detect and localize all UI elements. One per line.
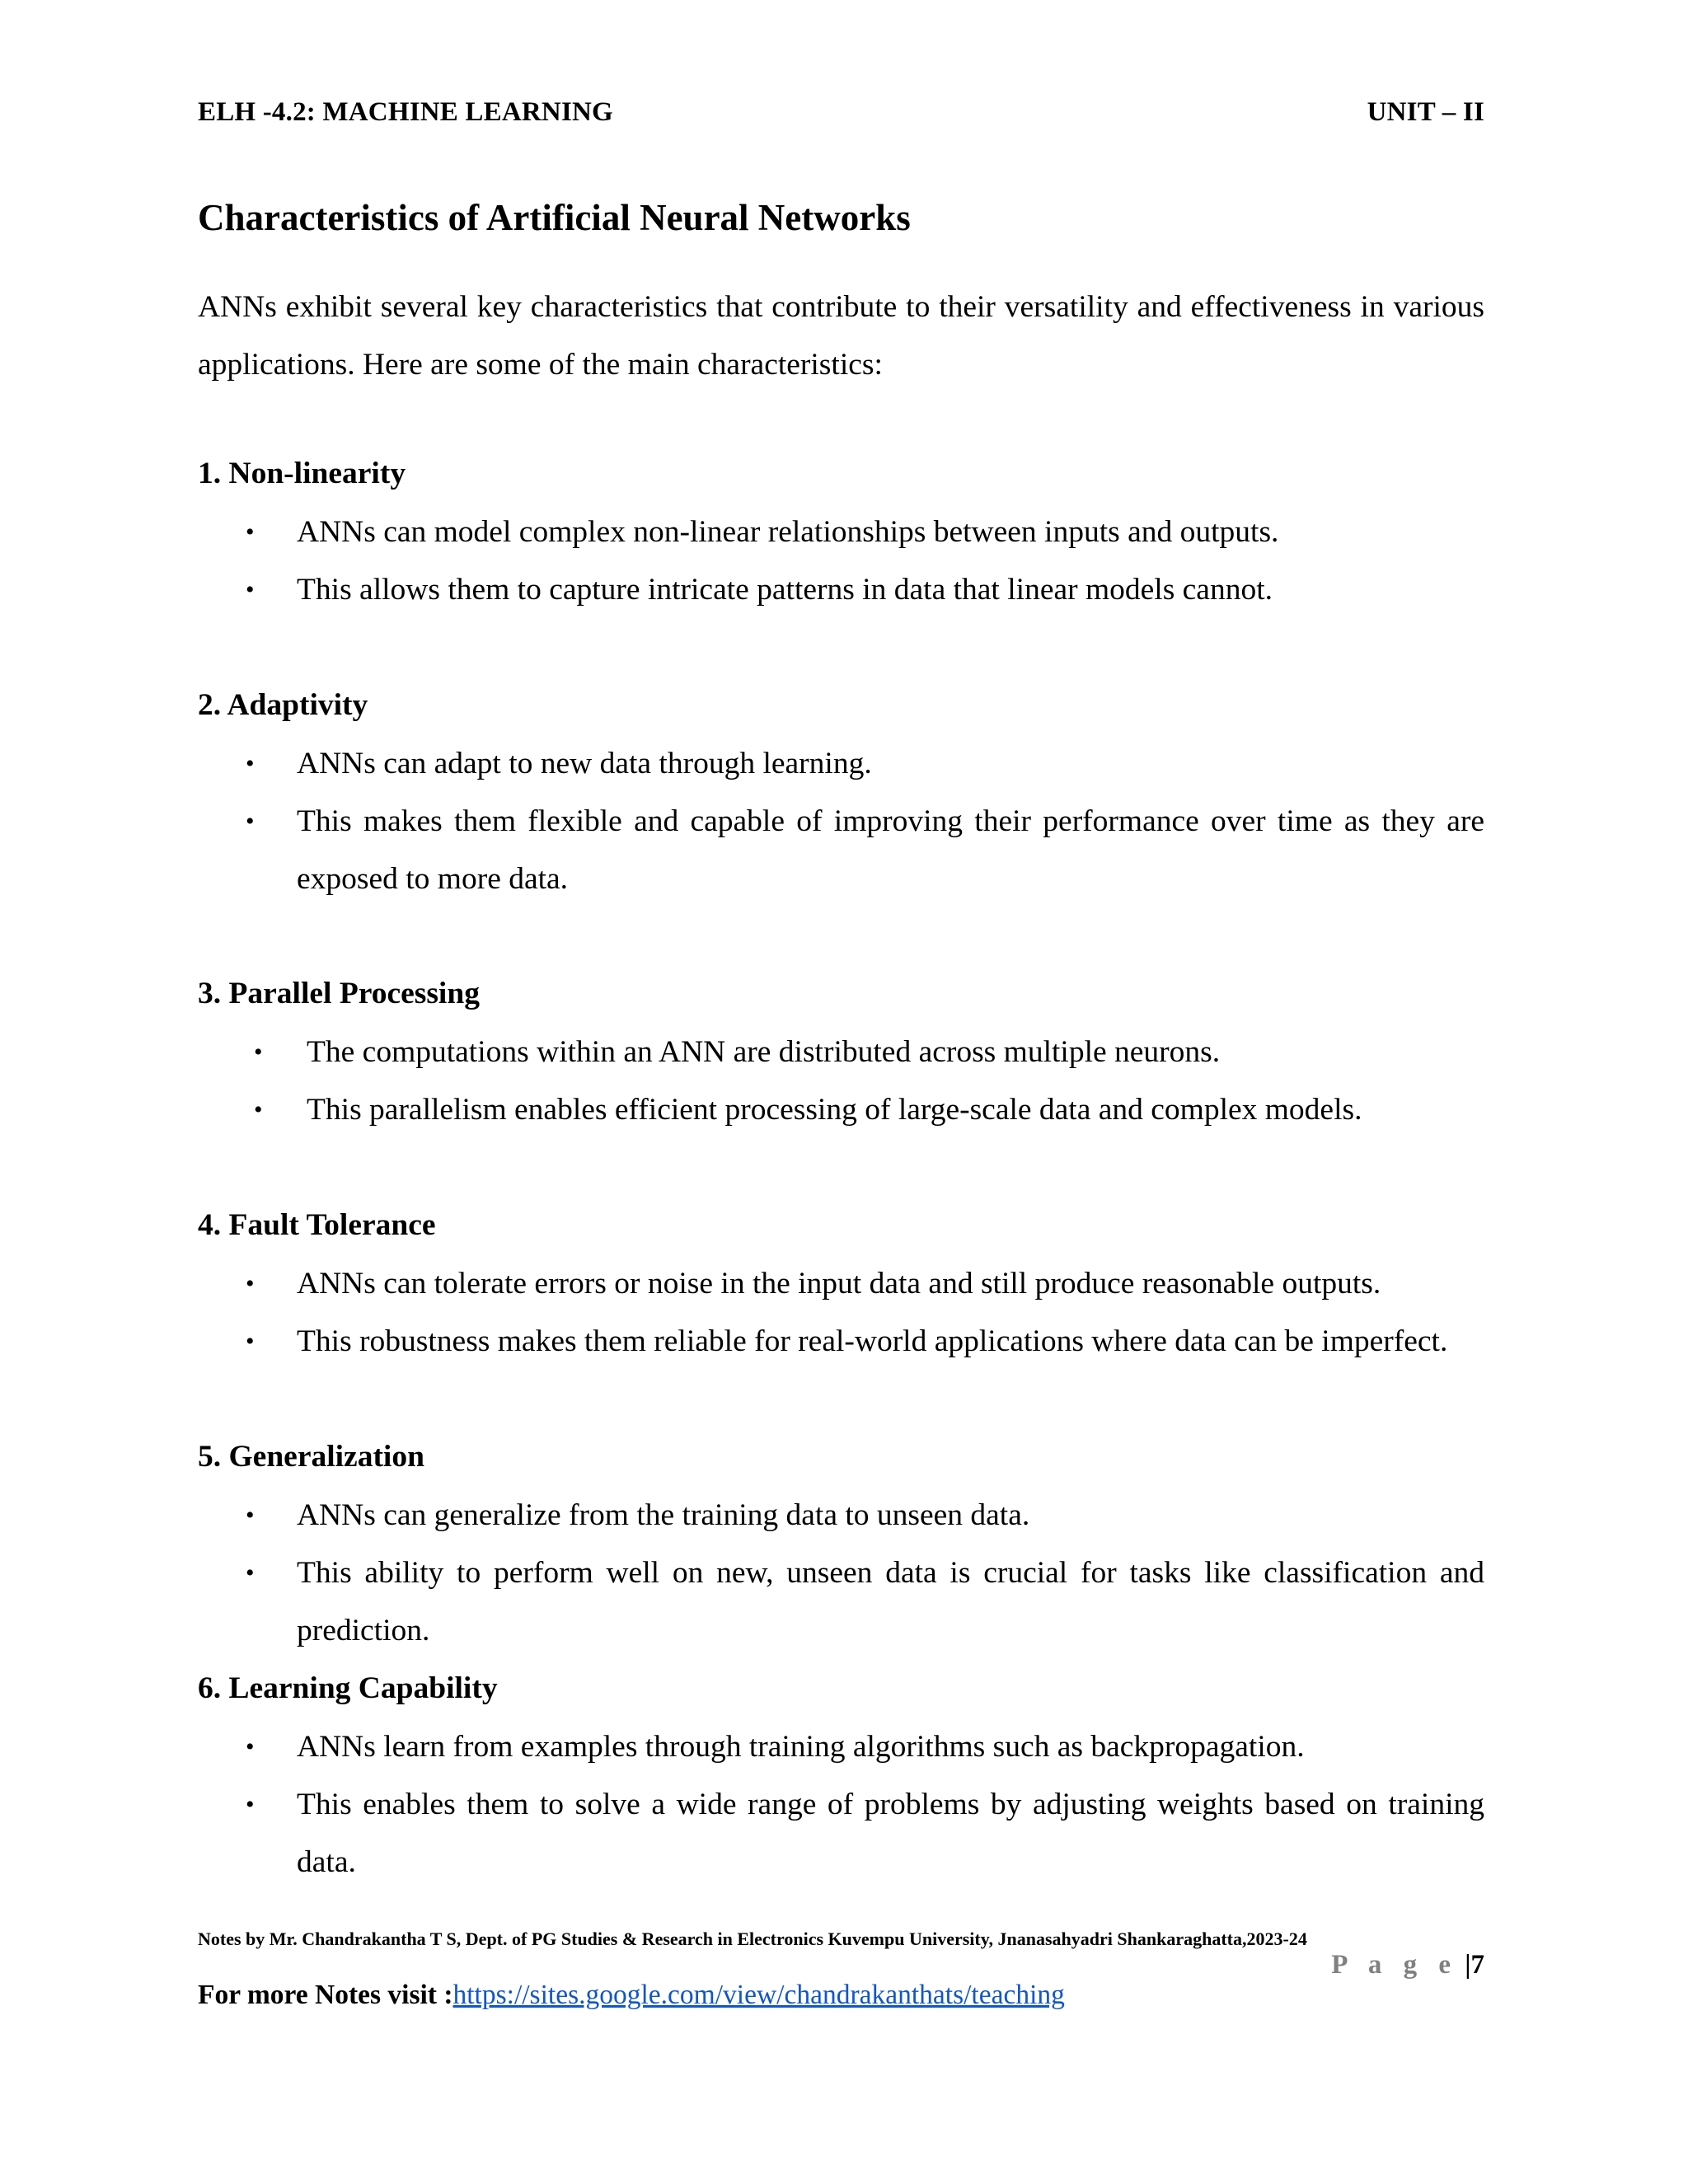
section-heading-learning-capability: 6. Learning Capability — [198, 1671, 498, 1705]
bullet-icon: • — [246, 1328, 255, 1355]
bullet-list-generalization — [198, 1487, 1484, 1660]
page-number-value: 7 — [1470, 1950, 1484, 1980]
list-item — [198, 1544, 1484, 1660]
bullet-list-adaptivity — [198, 735, 1484, 908]
list-item — [198, 561, 1484, 619]
list-item — [198, 793, 1484, 908]
bullet-text: This enables them to solve a wide range of problems by adjusting weights based on training data. — [297, 1788, 1484, 1879]
bullet-icon: • — [254, 1038, 263, 1066]
list-item — [198, 1313, 1484, 1371]
page-title: Characteristics of Artificial Neural Networks — [198, 197, 911, 238]
bullet-icon: • — [246, 1791, 255, 1818]
bullet-icon: • — [246, 1559, 255, 1586]
page-header — [198, 97, 1484, 128]
section-heading-generalization: 5. Generalization — [198, 1440, 424, 1474]
bullet-text: ANNs can tolerate errors or noise in the input data and still produce reasonable outputs. — [297, 1267, 1381, 1301]
list-item — [198, 1024, 1484, 1081]
list-item — [198, 1776, 1484, 1891]
list-item — [198, 1718, 1484, 1776]
bullet-text: This makes them flexible and capable of improving their performance over time as they are exposed to more data. — [297, 804, 1484, 896]
list-item — [198, 735, 1484, 793]
bullet-text: This robustness makes them reliable for real-world applications where data can be imperfect. — [297, 1324, 1448, 1358]
list-item — [198, 1487, 1484, 1544]
bullet-icon: • — [246, 750, 255, 777]
bullet-icon: • — [254, 1096, 263, 1123]
bullet-list-learning-capability — [198, 1718, 1484, 1891]
bullet-text: ANNs learn from examples through training algorithms such as backpropagation. — [297, 1730, 1305, 1764]
footer-credits: Notes by Mr. Chandrakantha T S, Dept. of PG Studies & Research in Electronics Kuvempu University, Jnanasahyadri Shankaraghatta,2023-24 — [198, 1929, 1307, 1949]
list-item — [198, 1081, 1484, 1139]
document-page — [198, 0, 1484, 2184]
bullet-icon: • — [246, 1270, 255, 1297]
bullet-text: ANNs can model complex non-linear relationships between inputs and outputs. — [297, 515, 1279, 549]
section-heading-parallel-processing: 3. Parallel Processing — [198, 977, 480, 1010]
intro-paragraph: ANNs exhibit several key characteristics that contribute to their versatility and effectiveness in various applications. Here are some of the main characteristics: — [198, 290, 1484, 382]
bullet-icon: • — [246, 808, 255, 835]
bullet-list-parallel-processing — [198, 1024, 1484, 1139]
section-heading-non-linearity: 1. Non-linearity — [198, 457, 406, 490]
page-word: P a g e — [1331, 1950, 1458, 1980]
bullet-list-fault-tolerance — [198, 1255, 1484, 1371]
bullet-icon: • — [246, 1502, 255, 1529]
bullet-text: This allows them to capture intricate patterns in data that linear models cannot. — [297, 573, 1273, 607]
bullet-icon: • — [246, 576, 255, 603]
bullet-text: ANNs can generalize from the training data to unseen data. — [297, 1498, 1030, 1532]
bullet-text: The computations within an ANN are distributed across multiple neurons. — [307, 1035, 1221, 1069]
visit-label: For more Notes visit : — [198, 1980, 453, 2010]
bullet-text: This parallelism enables efficient processing of large-scale data and complex models. — [307, 1093, 1362, 1127]
bullet-icon: • — [246, 1733, 255, 1760]
bullet-icon: • — [246, 518, 255, 546]
footer-visit-line — [198, 1980, 1065, 2011]
course-code-title: ELH -4.2: MACHINE LEARNING — [198, 97, 613, 127]
bullet-text: ANNs can adapt to new data through learning. — [297, 747, 872, 780]
page-separator: | — [1465, 1950, 1471, 1980]
unit-label: UNIT – II — [1367, 97, 1484, 127]
notes-link[interactable]: https://sites.google.com/view/chandrakanthats/teaching — [452, 1980, 1065, 2010]
section-heading-adaptivity: 2. Adaptivity — [198, 688, 368, 722]
bullet-text: This ability to perform well on new, unseen data is crucial for tasks like classification and prediction. — [297, 1556, 1484, 1647]
section-heading-fault-tolerance: 4. Fault Tolerance — [198, 1208, 436, 1242]
page-number — [1331, 1950, 1484, 1980]
list-item — [198, 1255, 1484, 1313]
bullet-list-non-linearity — [198, 504, 1484, 619]
list-item — [198, 504, 1484, 561]
